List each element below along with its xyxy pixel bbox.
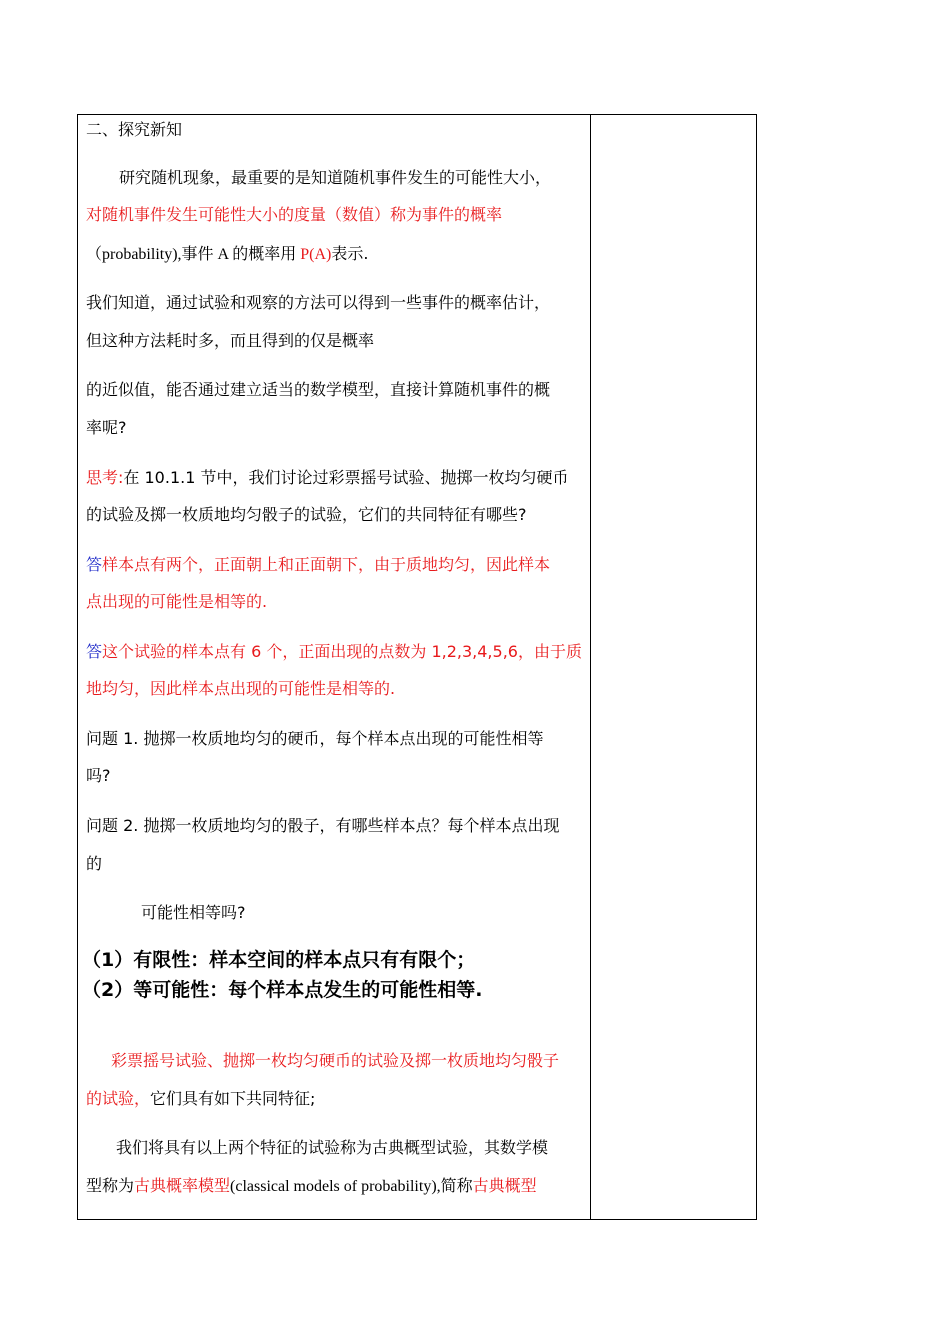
para2-line1: 我们知道，通过试验和观察的方法可以得到一些事件的概率估计， (86, 293, 551, 312)
answer2-line1 (86, 641, 582, 663)
definition-line2 (86, 1175, 537, 1198)
pa-notation: P(A) (300, 246, 332, 263)
lesson-table (77, 114, 757, 1220)
answer1-label: 答 (86, 555, 103, 574)
definition-line1: 我们将具有以上两个特征的试验称为古典概型试验，其数学模 (116, 1138, 549, 1157)
english-term: (classical models of probability),简称 (230, 1178, 473, 1195)
summary-line2 (86, 1088, 315, 1110)
feature-finiteness: （1）有限性：样本空间的样本点只有有限个； (82, 949, 476, 971)
think-line1 (86, 467, 568, 489)
para2-line2: 但这种方法耗时多，而且得到的仅是概率 (86, 331, 375, 350)
para1-line3 (86, 243, 368, 266)
feature-equal-likelihood: （2）等可能性：每个样本点发生的可能性相等. (82, 979, 483, 1001)
question2-line2: 的 (86, 854, 103, 873)
probability-term: （probability),事件 A 的概率用 (86, 246, 301, 263)
question1-line1: 问题 1. 抛掷一枚质地均匀的硬币，每个样本点出现的可能性相等 (86, 729, 544, 748)
answer2-label: 答 (86, 642, 103, 661)
answer2-text: 这个试验的样本点有 6 个，正面出现的点数为 1,2,3,4,5,6，由于质 (102, 642, 582, 661)
para2-line3: 的近似值，能否通过建立适当的数学模型，直接计算随机事件的概 (86, 380, 551, 399)
summary-text: 它们具有如下共同特征; (150, 1089, 316, 1108)
answer1-line1 (86, 554, 550, 576)
para1-line2: 对随机事件发生可能性大小的度量（数值）称为事件的概率 (86, 205, 503, 224)
classical-model-term: 古典概率模型 (134, 1176, 231, 1195)
para1-line1: 研究随机现象，最重要的是知道随机事件发生的可能性大小， (119, 168, 552, 187)
question1-line2: 吗? (86, 766, 111, 785)
column-divider (590, 115, 591, 1219)
summary-red-text: 的试验， (86, 1089, 151, 1108)
summary-line1: 彩票摇号试验、抛掷一枚均匀硬币的试验及掷一枚质地均匀骰子 (111, 1051, 560, 1070)
section-heading: 二、探究新知 (86, 120, 183, 139)
answer2-line2: 地均匀，因此样本点出现的可能性是相等的. (86, 679, 396, 698)
classical-model-short: 古典概型 (472, 1176, 537, 1195)
think-label: 思考: (86, 468, 124, 487)
definition-prefix: 型称为 (86, 1176, 135, 1195)
think-line2: 的试验及掷一枚质地均匀骰子的试验，它们的共同特征有哪些? (86, 505, 527, 524)
question2-line3: 可能性相等吗? (141, 903, 246, 922)
think-text: 在 10.1.1 节中，我们讨论过彩票摇号试验、抛掷一枚均匀硬币 (123, 468, 569, 487)
answer1-line2: 点出现的可能性是相等的. (86, 592, 268, 611)
para1-line3-end: 表示. (331, 244, 369, 263)
question2-line1: 问题 2. 抛掷一枚质地均匀的骰子，有哪些样本点？每个样本点出现 (86, 816, 560, 835)
para2-line4: 率呢? (86, 418, 127, 437)
answer1-text: 样本点有两个，正面朝上和正面朝下，由于质地均匀，因此样本 (102, 555, 551, 574)
